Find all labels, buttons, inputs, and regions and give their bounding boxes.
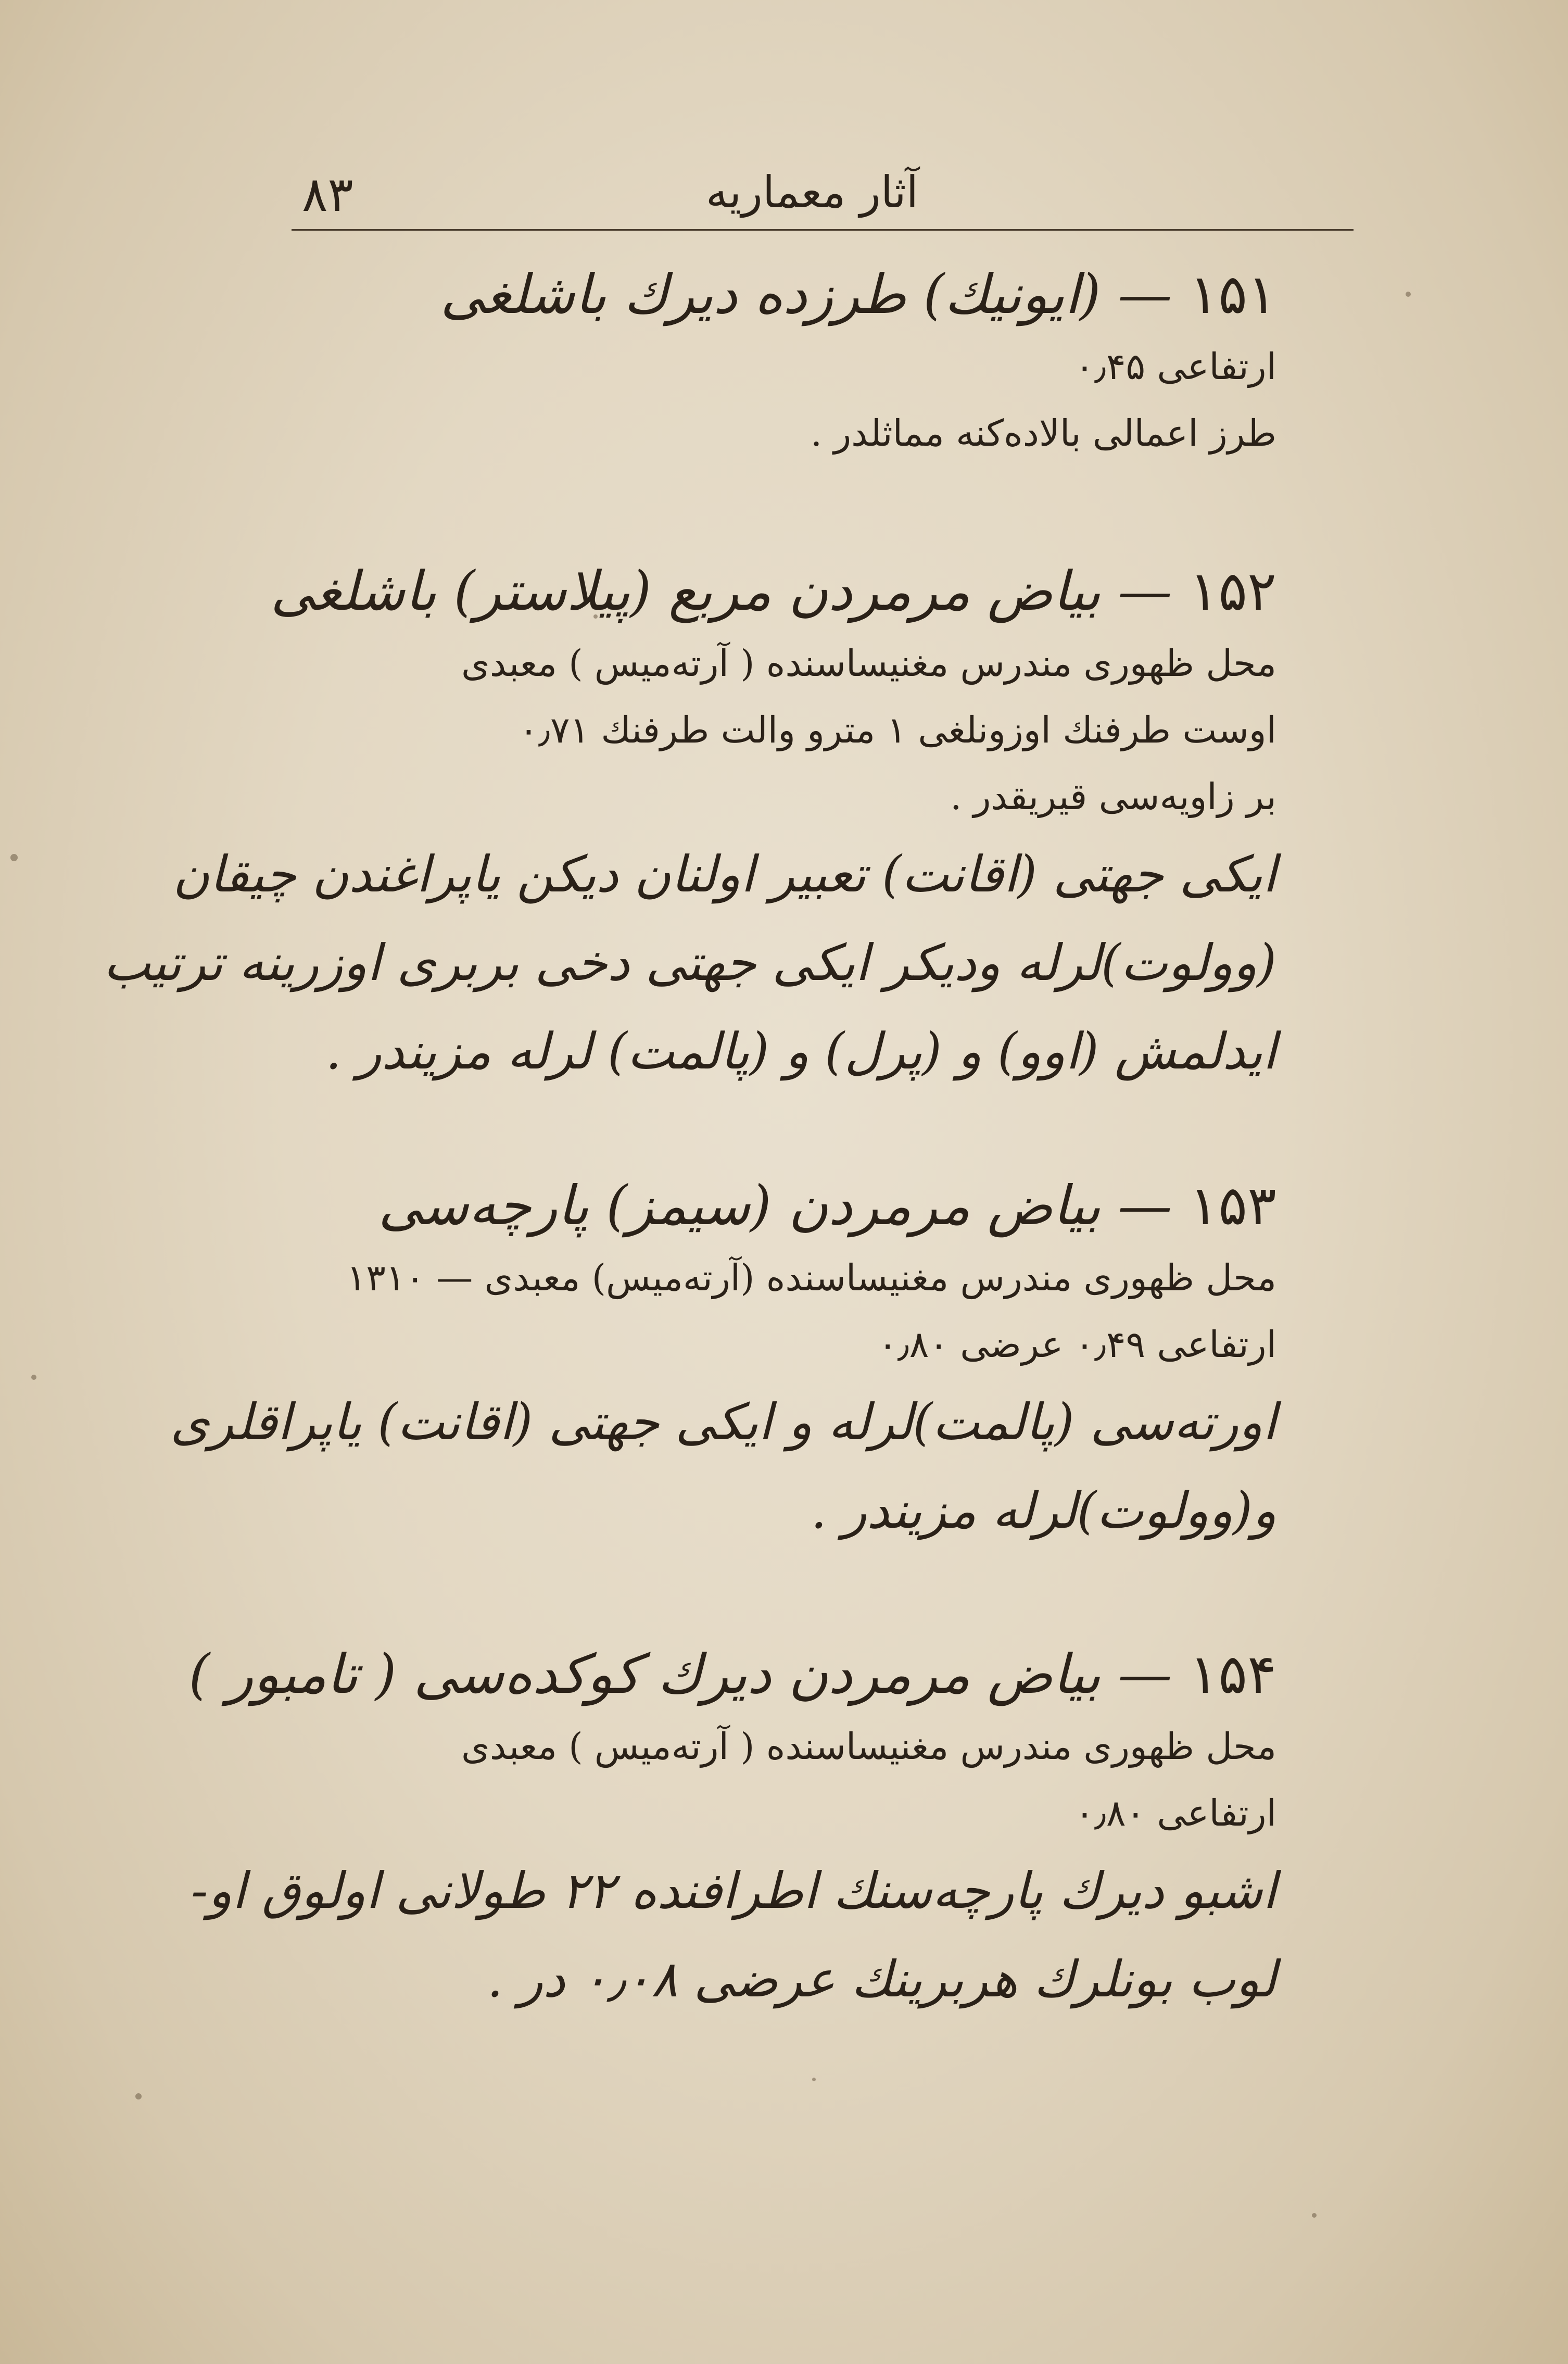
- running-title: آثار معماریه: [705, 167, 919, 218]
- entry-detail-line: طرز اعمالی بالاده‌کنه مماثلدر .: [810, 412, 1276, 455]
- entry-description-line: ایدلمش (اوو) و (پرل) و (پالمت) لرله مزیندر .: [325, 1022, 1276, 1080]
- entry-detail-line: ارتفاعی ۰٫۴۹ عرضی ۰٫۸۰: [878, 1323, 1276, 1366]
- entry-heading: [225, 552, 1276, 630]
- entry-description-line: اشبو دیرك پارچه‌سنك اطرافنده ۲۲ طولانی اولوق او-: [191, 1862, 1276, 1920]
- page-header: [0, 0, 1568, 245]
- entry-detail-line: محل ظهوری مندرس مغنیساسنده (آرته‌میس) معبدی — ۱۳۱۰: [346, 1256, 1276, 1299]
- entry-description-line: ایکی جهتی (اقانت) تعبیر اولنان دیکن یاپراغندن چیقان: [173, 845, 1276, 903]
- entry-heading: [225, 255, 1276, 333]
- paper-speck: [31, 1375, 36, 1380]
- entry-detail-line: محل ظهوری مندرس مغنیساسنده ( آرته‌میس ) معبدی: [461, 1725, 1276, 1768]
- entry-heading: [188, 1635, 1276, 1713]
- catalog-entry-151: [225, 255, 1276, 467]
- entry-title: — بیاض مرمردن دیرك کوکده‌سی ( تامبور ): [188, 1642, 1172, 1706]
- entry-detail-line: اوست طرفنك اوزونلغی ۱ مترو والت طرفنك ۰٫۷۱: [519, 709, 1276, 751]
- entry-detail-line: محل ظهوری مندرس مغنیساسنده ( آرته‌میس ) معبدی: [461, 642, 1276, 685]
- entry-number: ۱۵۳: [1189, 1174, 1276, 1237]
- entry-title: — بیاض مرمردن (سیمز) پارچه‌سی: [378, 1174, 1172, 1237]
- paper-speck: [135, 2093, 142, 2099]
- entry-detail-line: ارتفاعی ۰٫۴۵: [1074, 345, 1276, 388]
- entry-description-line: لوب بونلرك هربرینك عرضی ۰٫۰۸ در .: [487, 1950, 1276, 2008]
- catalog-entry-154: [188, 1635, 1276, 2023]
- entry-heading: [225, 1166, 1276, 1244]
- entry-number: ۱۵۴: [1189, 1642, 1276, 1706]
- entry-title: — (ایونیك) طرزده دیرك باشلغی: [440, 262, 1172, 326]
- entry-number: ۱۵۲: [1189, 559, 1276, 623]
- entry-description-line: (وولوت)لرله ودیکر ایکی جهتی دخی بربری اوزرینه ترتیب: [103, 934, 1276, 992]
- catalog-entry-153: [170, 1166, 1276, 1555]
- header-rule: [292, 229, 1354, 231]
- entry-detail-line: بر زاویه‌سی قیریقدر .: [950, 775, 1276, 818]
- entry-description-line: و(وولوت)لرله مزیندر .: [811, 1481, 1276, 1540]
- page-number: ۸۳: [302, 167, 353, 222]
- entry-description-line: اورته‌سی (پالمت)لرله و ایکی جهتی (اقانت) یاپراقلری: [170, 1393, 1276, 1451]
- catalog-entry-152: [103, 552, 1276, 1096]
- entry-detail-line: ارتفاعی ۰٫۸۰: [1074, 1792, 1276, 1834]
- paper-speck: [812, 2078, 816, 2081]
- paper-speck: [1312, 2213, 1317, 2218]
- entry-title: — بیاض مرمردن مربع (پیلاستر) باشلغی: [270, 559, 1172, 623]
- paper-speck: [10, 854, 18, 861]
- paper-speck: [1406, 292, 1411, 297]
- entry-number: ۱۵۱: [1189, 262, 1276, 326]
